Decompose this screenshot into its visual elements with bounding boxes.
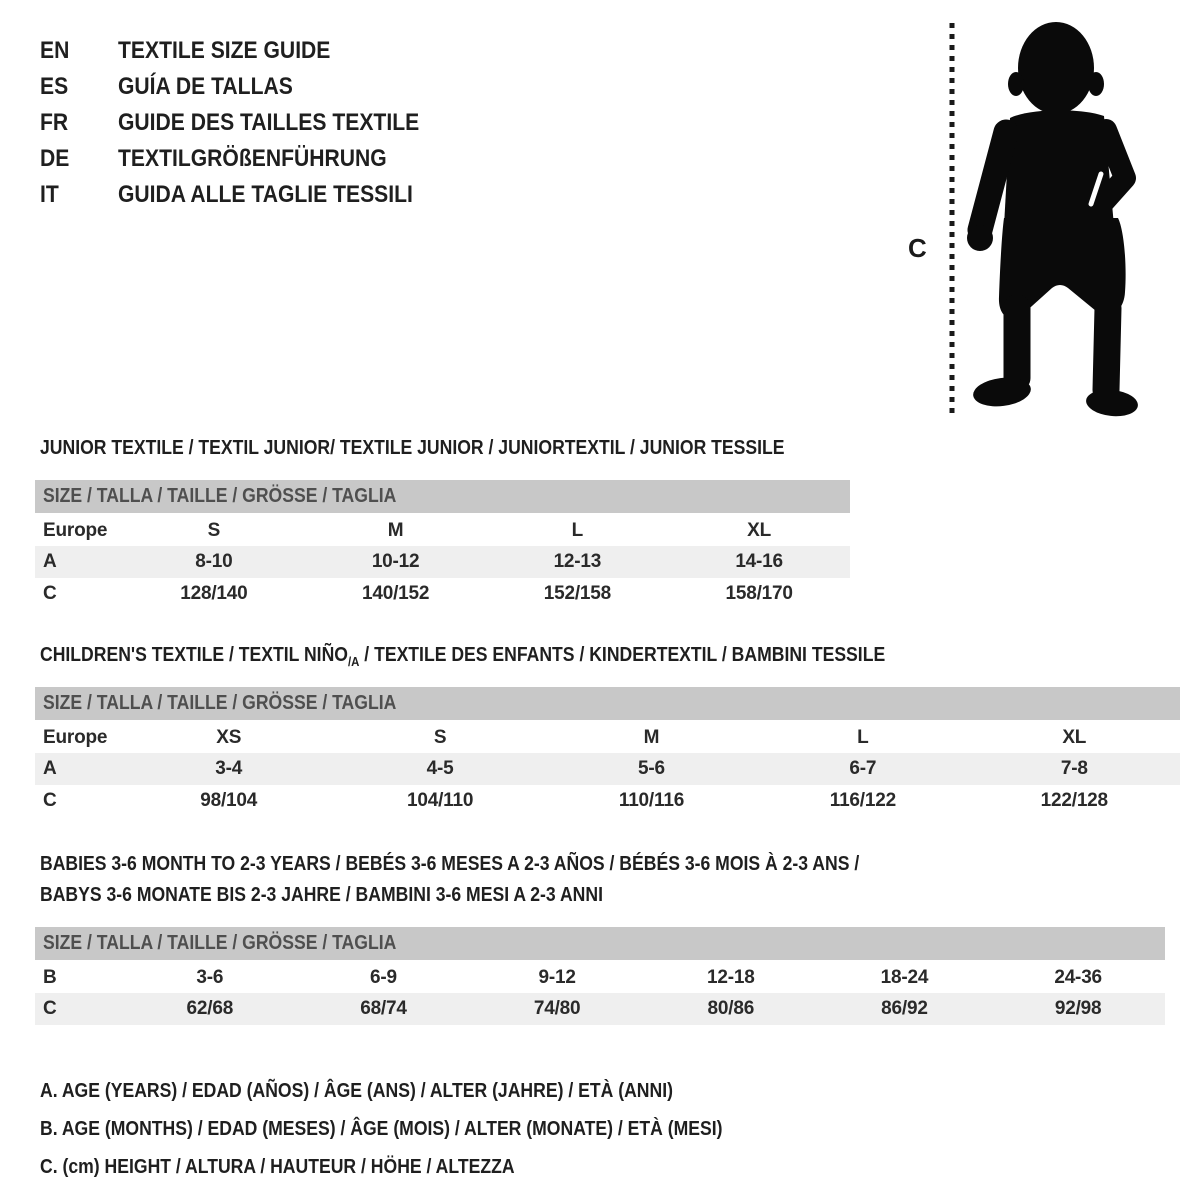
table-cell: 92/98 [991,993,1165,1025]
table-row [35,721,1180,753]
table-cell: 3-6 [196,966,224,988]
table-cell: 74/80 [470,993,644,1025]
table-cell: 62/68 [123,993,297,1025]
size-header-text: SIZE / TALLA / TAILLE / GRÖSSE / TAGLIA [43,485,397,507]
table-cell: 110/116 [618,790,685,811]
table-cell: 12-13 [487,546,669,578]
table-cell: 24-36 [1054,966,1102,988]
size-header-bar [35,687,1180,721]
legend-line-a-text: A. AGE (YEARS) / EDAD (AÑOS) / ÂGE (ANS) / ALTER (JAHRE) / ETÀ (ANNI) [40,1079,673,1102]
table-cell: 152/158 [543,583,612,604]
measure-legend [40,1072,816,1186]
children-title-suffix: / TEXTILE DES ENFANTS / KINDERTEXTIL / BAMBINI TESSILE [359,644,886,666]
table-cell: 98/104 [200,790,258,811]
table-cell: L [571,519,584,541]
table-row [35,546,850,578]
list-item [40,105,460,141]
table-cell: XS [216,726,242,748]
list-item [40,69,460,105]
legend-line-b-text: B. AGE (MONTHS) / EDAD (MESES) / ÂGE (MOIS) / ALTER (MONATE) / ETÀ (MESI) [40,1117,723,1140]
table-cell: 14-16 [668,546,850,578]
table-cell: 7-8 [969,753,1180,785]
table-cell: 3-4 [123,753,334,785]
table-row [35,785,1180,817]
table-row [35,993,1165,1025]
junior-size-table [35,480,850,610]
table-cell: XL [1062,726,1087,748]
language-code: FR [40,109,69,136]
table-cell: 104/110 [406,790,474,811]
size-header-bar [35,480,850,514]
language-title-list [40,33,460,213]
table-cell: 116/122 [829,790,896,811]
babies-section-title-line1: BABIES 3-6 MONTH TO 2-3 YEARS / BEBÉS 3-6 MESES A 2-3 AÑOS / BÉBÉS 3-6 MOIS À 2-3 ANS / [40,853,860,875]
row-label: Europe [43,519,108,541]
table-cell: 10-12 [305,546,487,578]
table-cell: 158/170 [725,583,793,604]
row-label: C [43,790,57,811]
table-cell: 4-5 [334,753,545,785]
legend-line-b [40,1110,816,1148]
table-cell: 86/92 [818,993,992,1025]
table-cell: M [643,726,660,748]
table-cell: 6-7 [757,753,968,785]
children-section-title-text [40,640,885,677]
table-cell: 5-6 [546,753,757,785]
table-header-row [35,687,1180,721]
row-label: C [35,993,123,1025]
table-cell: 9-12 [538,966,576,988]
babies-section-title-line2: BABYS 3-6 MONATE BIS 2-3 JAHRE / BAMBINI 3-6 MESI A 2-3 ANNI [40,884,603,906]
list-item [40,33,460,69]
height-measure-label: C [908,233,927,263]
guide-title: TEXTILE SIZE GUIDE [118,37,331,64]
table-row [35,961,1165,993]
table-cell: S [207,519,221,541]
junior-section-title-text: JUNIOR TEXTILE / TEXTIL JUNIOR/ TEXTILE JUNIOR / JUNIORTEXTIL / JUNIOR TESSILE [40,437,785,459]
toddler-silhouette-icon [967,22,1139,419]
table-cell: S [433,726,447,748]
children-title-subscript: /A [347,654,360,669]
table-cell: 68/74 [297,993,471,1025]
table-row [35,578,850,610]
list-item [40,177,460,213]
babies-size-table [35,927,1165,1025]
table-cell: L [857,726,869,748]
children-section-title [40,640,1000,677]
row-label: Europe [43,726,108,748]
size-header-text: SIZE / TALLA / TAILLE / GRÖSSE / TAGLIA [43,932,397,954]
guide-title: GUÍA DE TALLAS [118,73,293,100]
legend-line-c-text: C. (cm) HEIGHT / ALTURA / HAUTEUR / HÖHE / ALTEZZA [40,1155,515,1178]
table-header-row [35,927,1165,961]
table-cell: 12-18 [706,966,755,988]
legend-line-c [40,1148,816,1186]
table-cell: 122/128 [1040,790,1108,811]
row-label: A [35,753,123,785]
legend-line-a [40,1072,816,1110]
babies-section-title [40,849,971,911]
table-cell: 140/152 [361,583,430,604]
height-measure-figure [890,15,1155,427]
size-header-text: SIZE / TALLA / TAILLE / GRÖSSE / TAGLIA [43,692,397,714]
size-header-bar [35,927,1165,961]
language-code: EN [40,37,70,64]
guide-title: TEXTILGRÖßENFÜHRUNG [118,145,387,172]
language-code: IT [40,181,59,208]
children-size-table [35,687,1180,817]
table-cell: M [387,519,404,541]
list-item [40,141,460,177]
guide-title: GUIDE DES TAILLES TEXTILE [118,109,420,136]
table-cell: 80/86 [644,993,818,1025]
table-cell: 18-24 [880,966,929,988]
row-label: C [43,583,57,604]
table-cell: 6-9 [370,966,397,988]
table-cell: 128/140 [180,583,248,604]
row-label: A [35,546,123,578]
language-code: DE [40,145,70,172]
language-code: ES [40,73,69,100]
row-label: B [43,966,57,988]
guide-title: GUIDA ALLE TAGLIE TESSILI [118,181,413,208]
junior-section-title [40,433,886,464]
children-title-prefix: CHILDREN'S TEXTILE / TEXTIL NIÑO [40,644,348,666]
table-header-row [35,480,850,514]
table-cell: 8-10 [123,546,305,578]
table-row [35,753,1180,785]
table-cell: XL [747,519,772,541]
table-row [35,514,850,546]
